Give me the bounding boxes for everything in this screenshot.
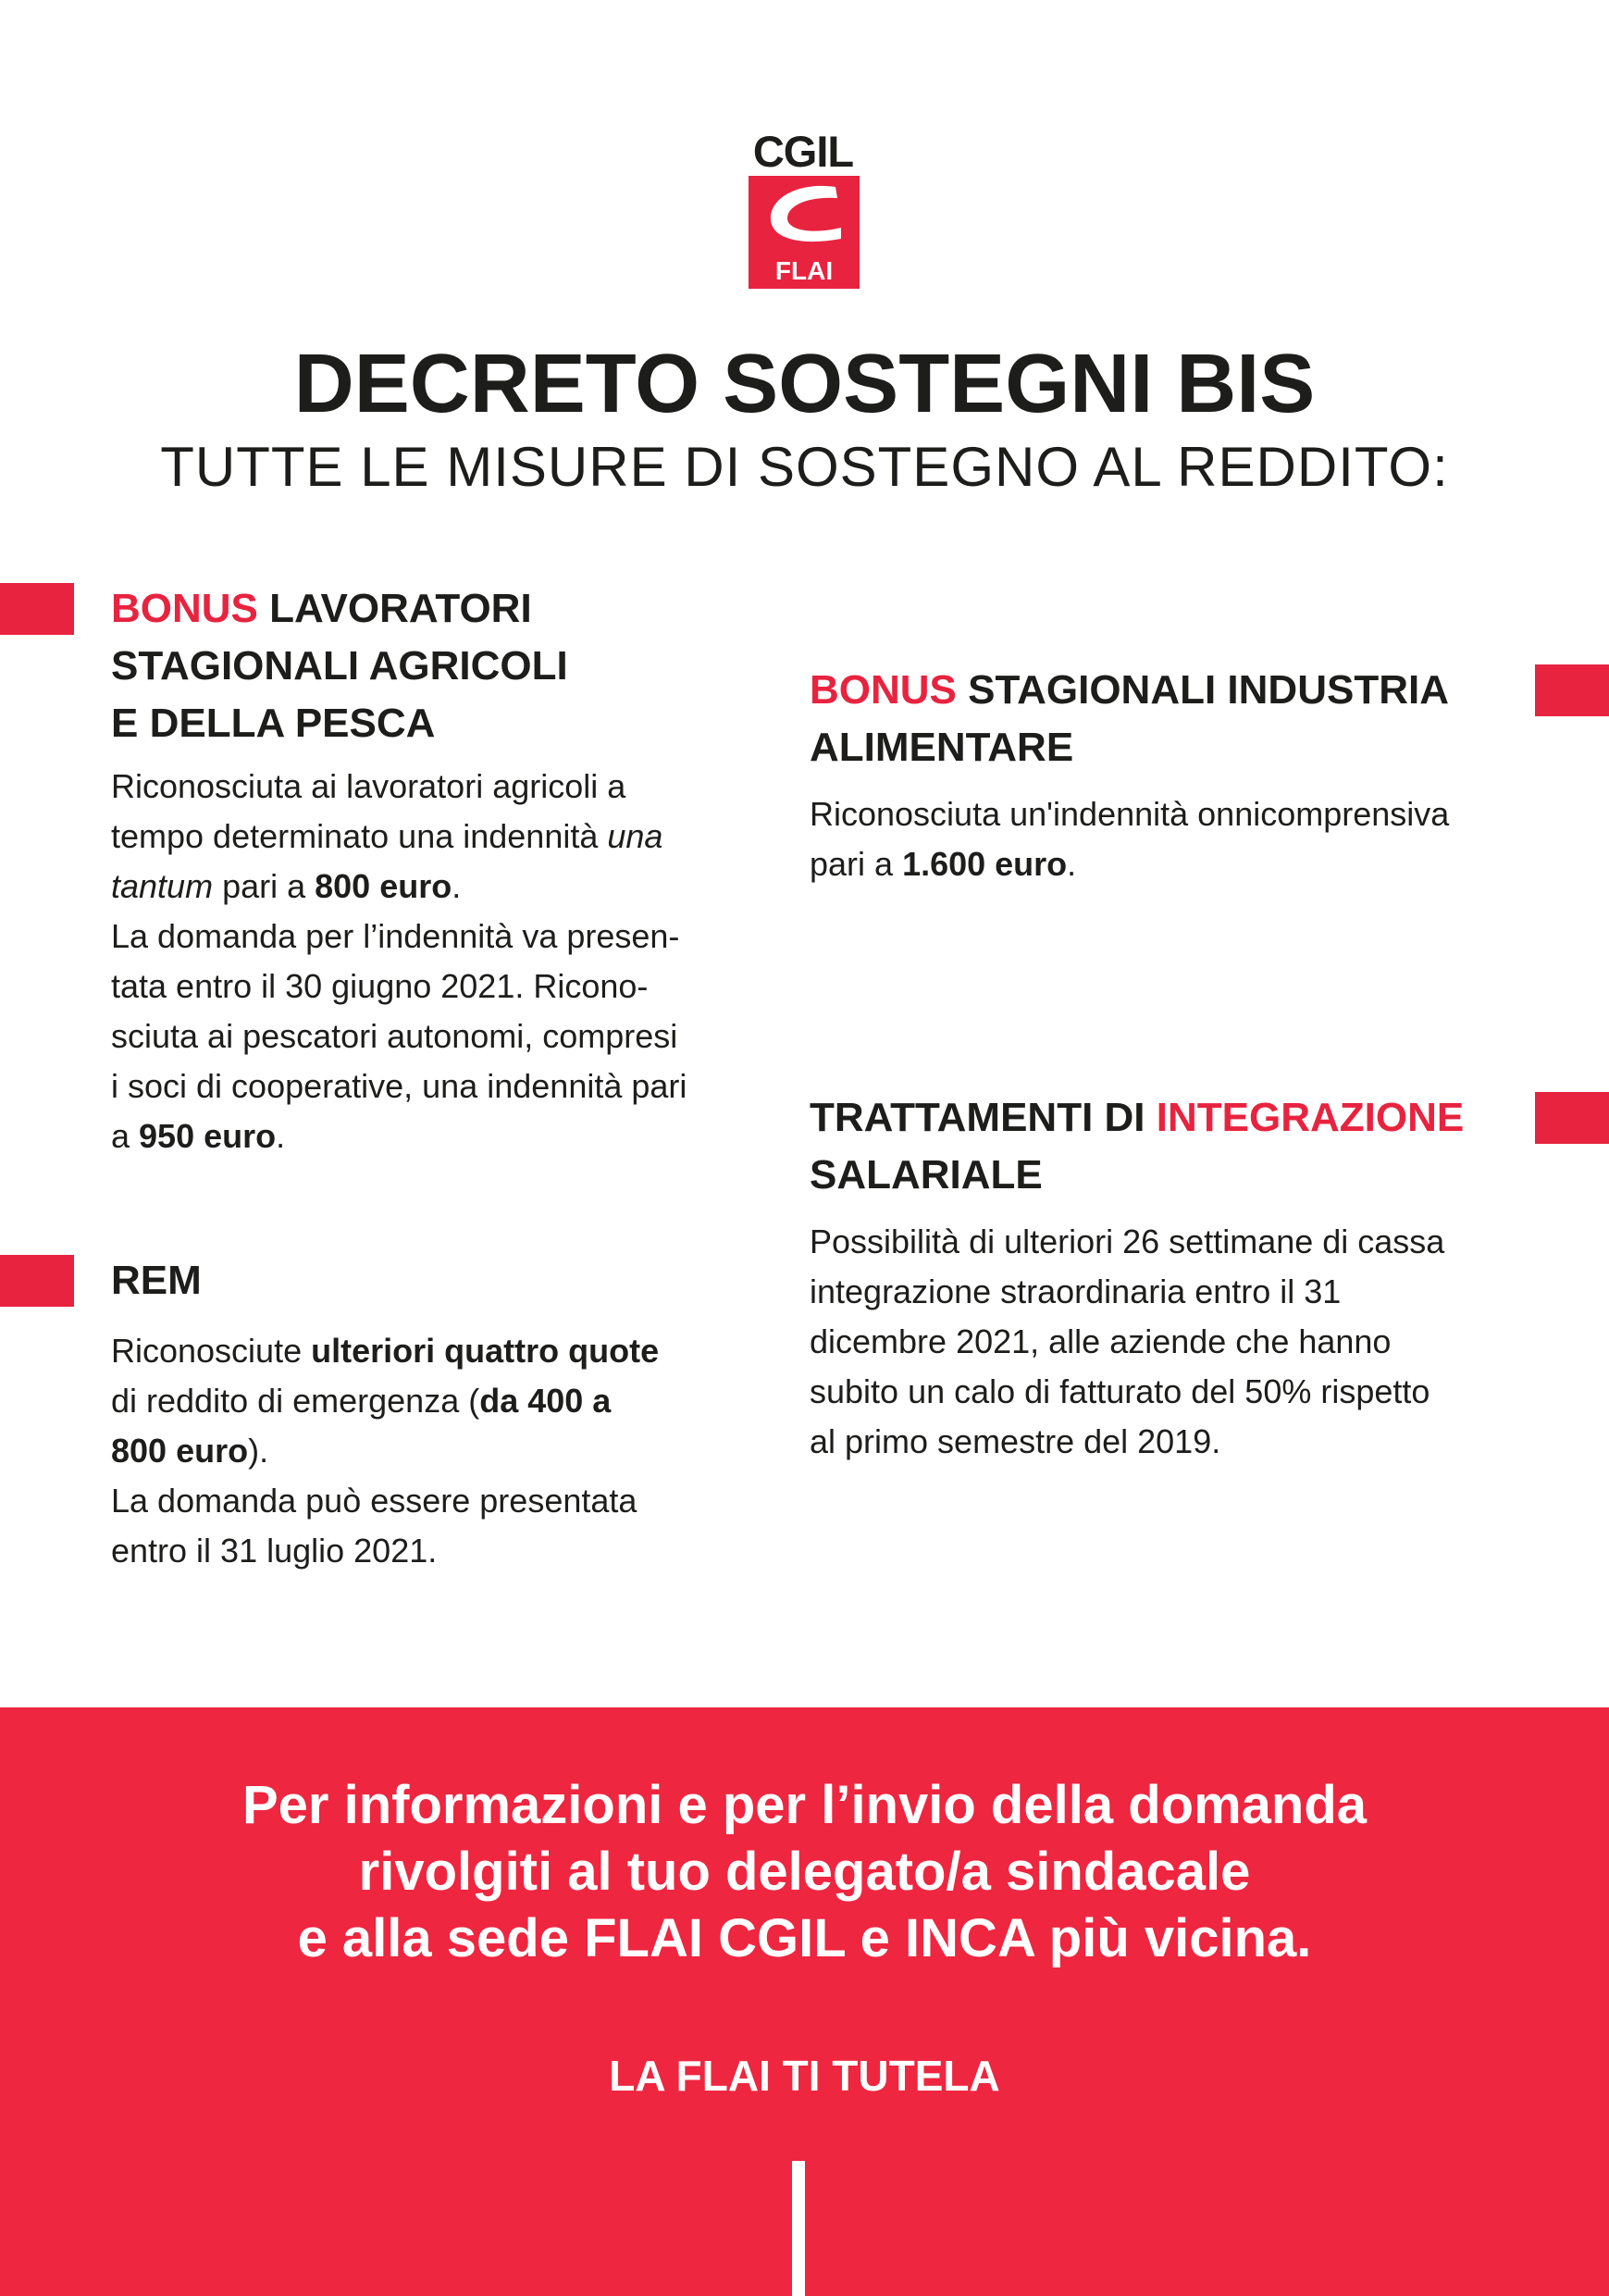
- body-bold: da 400 a: [479, 1382, 612, 1420]
- body-punct: .: [1067, 845, 1077, 883]
- body-punct: .: [276, 1117, 286, 1155]
- section-bonus-industria: [810, 662, 1541, 889]
- title-line-2: STAGIONALI AGRICOLI: [111, 643, 568, 689]
- page-title: DECRETO SOSTEGNI BIS: [293, 338, 1316, 430]
- cgil-flai-logo: [742, 127, 864, 289]
- body-line: Riconosciuta un'indennità onnicomprensiva: [810, 795, 1450, 833]
- body-line: sciuta ai pescatori autonomi, compresi: [111, 1017, 678, 1055]
- body-line: Possibilità di ulteriori 26 settimane di cassa: [810, 1222, 1445, 1260]
- body-italic: una: [607, 817, 663, 855]
- section-marker-integrazione: [1535, 1092, 1609, 1144]
- section-marker-rem: [0, 1255, 74, 1307]
- section-body: [111, 762, 759, 1161]
- body-line: pari a: [213, 867, 316, 905]
- body-line: i soci di cooperative, una indennità pari: [111, 1067, 687, 1105]
- title-rest: LAVORATORI: [257, 586, 532, 631]
- title-accent: INTEGRAZIONE: [1156, 1095, 1465, 1140]
- page-subtitle: TUTTE LE MISURE DI SOSTEGNO AL REDDITO:: [160, 436, 1449, 498]
- section-title: [111, 580, 759, 752]
- logo-wordmark: CGIL: [752, 127, 854, 176]
- title-line-3: E DELLA PESCA: [111, 701, 436, 746]
- body-line: tempo determinato una indennità: [111, 817, 608, 855]
- cgil-swoosh-icon: [761, 181, 847, 254]
- logo-sub-label: FLAI: [774, 256, 834, 285]
- body-bold: 800 euro: [111, 1432, 249, 1470]
- body-bold: ulteriori quattro quote: [311, 1332, 660, 1370]
- body-punct: ).: [248, 1432, 269, 1470]
- body-italic: tantum: [111, 867, 214, 905]
- footer-banner: [0, 1707, 1609, 2296]
- logo-red-box: [749, 176, 860, 289]
- section-bonus-agricoli: [111, 580, 759, 1161]
- title-line-2: ALIMENTARE: [810, 725, 1074, 770]
- body-line: al primo semestre del 2019.: [810, 1422, 1221, 1460]
- body-line: dicembre 2021, alle aziende che hanno: [810, 1322, 1392, 1360]
- amount-800: 800 euro: [315, 867, 452, 905]
- section-body: [810, 1217, 1541, 1467]
- title-line-2: SALARIALE: [810, 1152, 1043, 1198]
- section-title: [810, 1089, 1541, 1204]
- body-line: Riconosciute: [111, 1332, 312, 1370]
- body-line: La domanda può essere presentata: [111, 1482, 637, 1520]
- footer-line-3: e alla sede FLAI CGIL e INCA più vicina.: [297, 1908, 1312, 1968]
- section-body: [111, 1326, 759, 1576]
- title-accent: BONUS: [111, 586, 258, 631]
- section-rem: [111, 1252, 759, 1576]
- amount-950: 950 euro: [139, 1117, 277, 1155]
- body-line: Riconosciuta ai lavoratori agricoli a: [111, 767, 626, 805]
- footer-info: [0, 1772, 1609, 1972]
- section-marker-bonus-industria: [1535, 664, 1609, 716]
- section-title: REM: [111, 1258, 202, 1303]
- footer-divider-bar: [792, 2161, 805, 2296]
- body-line: a: [111, 1117, 140, 1155]
- section-body: [810, 789, 1541, 889]
- footer-line-1: Per informazioni e per l’invio della domanda: [241, 1775, 1368, 1835]
- footer-tagline: LA FLAI TI TUTELA: [609, 2052, 1000, 2100]
- title-accent: BONUS: [810, 667, 957, 713]
- title-rest: STAGIONALI INDUSTRIA: [956, 667, 1449, 713]
- amount-1600: 1.600 euro: [902, 845, 1068, 883]
- body-line: integrazione straordinaria entro il 31: [810, 1272, 1342, 1310]
- body-line: di reddito di emergenza (: [111, 1382, 480, 1420]
- body-punct: .: [452, 867, 462, 905]
- section-integrazione: [810, 1089, 1541, 1467]
- body-line: entro il 31 luglio 2021.: [111, 1532, 438, 1570]
- section-title: [810, 662, 1541, 776]
- body-line: pari a: [810, 845, 903, 883]
- section-marker-bonus-agricoli: [0, 583, 74, 635]
- body-line: La domanda per l’indennità va presen-: [111, 917, 680, 955]
- footer-line-2: rivolgiti al tuo delegato/a sindacale: [358, 1842, 1251, 1902]
- body-line: subito un calo di fatturato del 50% rispetto: [810, 1372, 1430, 1410]
- body-line: tata entro il 30 giugno 2021. Ricono-: [111, 967, 649, 1005]
- title-start: TRATTAMENTI DI: [810, 1095, 1157, 1140]
